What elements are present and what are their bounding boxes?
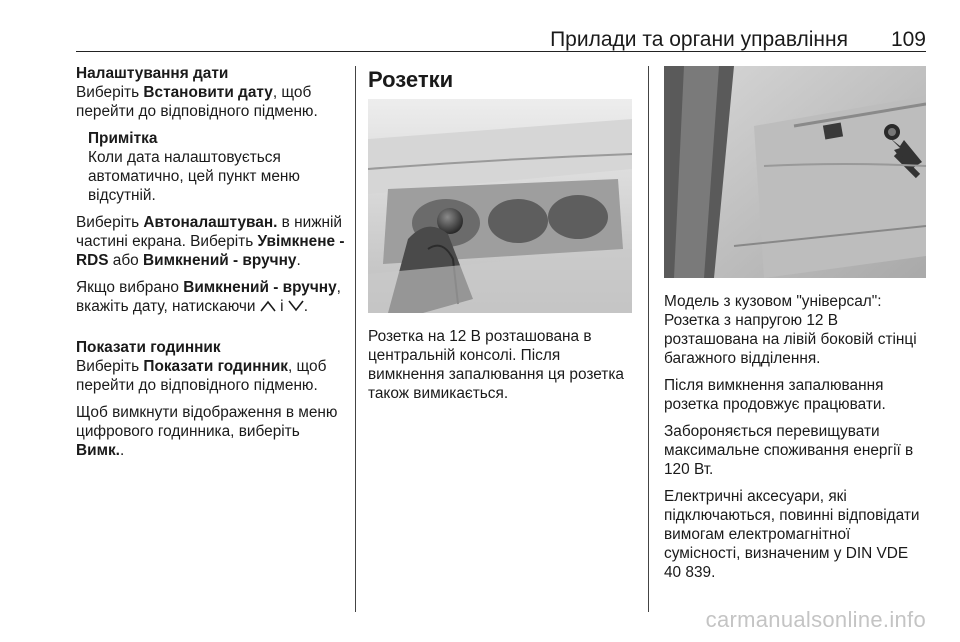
page-header [76,26,926,52]
watermark: carmanualsonline.info [705,607,926,632]
column-divider-1 [355,66,356,612]
column-divider-2 [648,66,649,612]
note-box [88,129,348,205]
header-title: Прилади та органи управління [550,28,848,51]
chevron-down-icon [288,300,304,312]
note-title: Примітка [88,130,158,147]
paragraph-clock-off: Щоб вимкнути відображення в меню цифрового годинника, виберіть Вимк.. [76,404,338,459]
section-heading-sockets: Розетки [368,67,454,92]
note-text: Коли дата налаштовується автоматично, цей пункт меню відсутній. [88,149,300,204]
paragraph-estate-model: Модель з кузовом "універсал": Розетка з напругою 12 В розташована на лівій боковій стінці багажного відділення. [664,293,917,367]
column-middle [368,64,636,411]
sockets-caption: Розетка на 12 В розташована в центральній консолі. Після вимкнення запалювання ця розетка також вимикається. [368,328,624,402]
header-rule [76,51,926,52]
trunk-socket-illustration [664,66,926,278]
column-right [664,64,928,590]
menu-term-set-date: Встановити дату [143,84,273,101]
paragraph-accessories: Електричні аксесуари, які підключаються, повинні відповідати вимогам електромагнітної сумісності, визначеним у DIN VDE 40 839. [664,488,920,581]
paragraph-manual: Якщо вибрано Вимкнений - вручну, вкажіть дату, натискаючи і . [76,279,341,315]
paragraph-max-power: Забороняється перевищувати максимальне споживання енергії в 120 Вт. [664,423,914,478]
section-heading-clock: Показати годинник [76,339,221,356]
chevron-up-icon [260,300,276,312]
paragraph-show-clock: Виберіть Показати годинник, щоб перейти до відповідного підменю. [76,358,327,394]
page-number: 109 [890,28,926,51]
section-heading-date: Налаштування дати [76,65,229,82]
console-socket-illustration [368,99,632,313]
paragraph-set-date: Виберіть Встановити дату, щоб перейти до відповідного підменю. [76,84,318,120]
column-left [76,64,348,468]
paragraph-autoset: Виберіть Автоналаштуван. в нижній частині екрана. Виберіть Увімкнене - RDS або Вимкнений - вручну. [76,214,345,269]
paragraph-after-ignition: Після вимкнення запалювання розетка продовжує працювати. [664,377,886,413]
